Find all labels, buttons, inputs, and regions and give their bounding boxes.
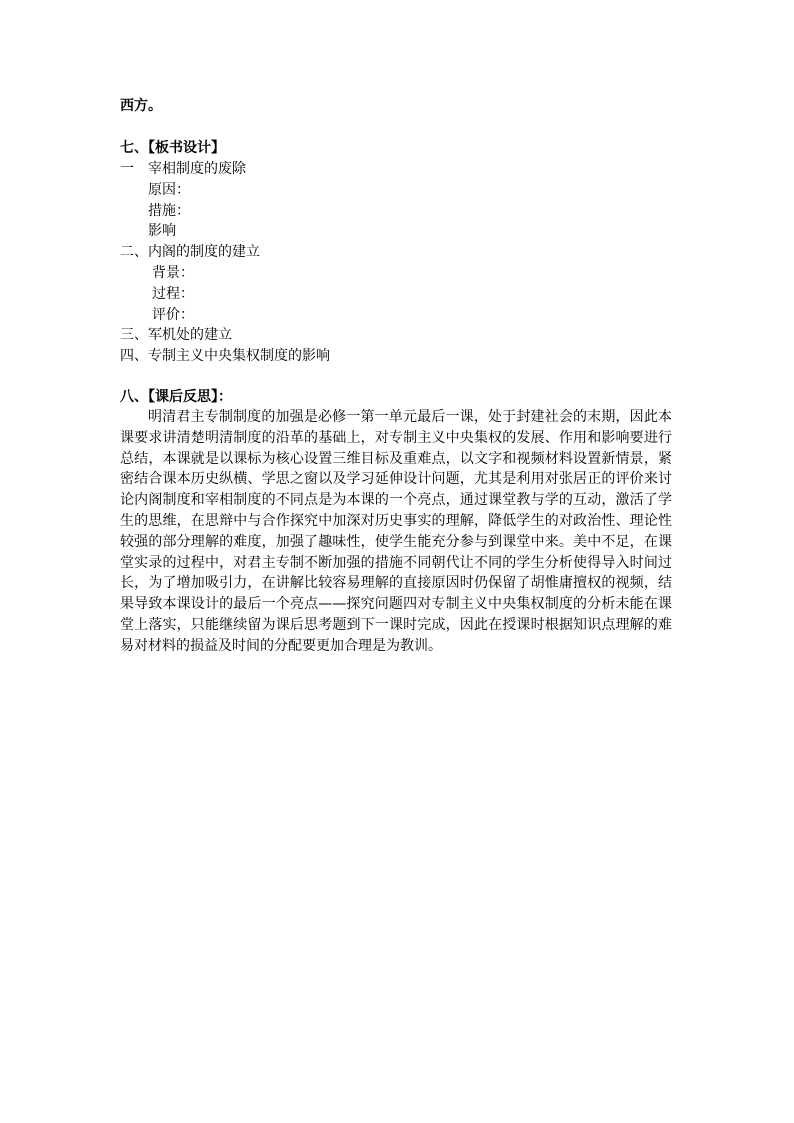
reflection-heading: 八、【课后反思】： <box>120 389 232 405</box>
board-item-4: 四、专制主义中央集权制度的影响 <box>120 348 330 364</box>
intro-fragment: 西方。 <box>120 98 162 114</box>
board-item-2-sub-2: 过程： <box>152 286 194 302</box>
reflection-paragraph: 明清君主专制制度的加强是必修一第一单元最后一课，处于封建社会的末期，因此本课要求讲清楚明清制度的沿革的基础上，对专制主义中央集权的发展、作用和影响要进行总结，本课就是以课标为核心设置三维目标及重难点，以文字和视频材料设置新情景，紧密结合课本历史纵横、学思之窗以及学习延伸设计问题，尤其是利用对张居正的评价来讨论内阁制度和宰相制度的不同点是为本课的一个亮点，通过课堂教与学的互动，激活了学生的思维，在思辩中与合作探究中加深对历史事实的理解，降低学生的对政治性、理论性较强的部分理解的难度，加强了趣味性，使学生能充分参与到课堂中来。美中不足，在课堂实录的过程中，对君主专制不断加强的措施不同朝代让不同的学生分析使得导入时间过长，为了增加吸引力，在讲解比较容易理解的直接原因时仍保留了胡惟庸擅权的视频，结果导致本课设计的最后一个亮点——探究问题四对专制主义中央集权制度的分析未能在课堂上落实，只能继续留为课后思考题到下一课时完成，因此在授课时根据知识点理解的难易对材料的损益及时间的分配要更加合理是为教训。 <box>120 409 672 654</box>
board-item-2-sub-1: 背景： <box>152 265 194 281</box>
board-item-2: 二、内阁的制度的建立 <box>120 244 260 260</box>
board-item-2-sub-3: 评价： <box>152 307 194 323</box>
board-item-1: 一 宰相制度的废除 <box>120 161 246 177</box>
board-item-1-sub-2: 措施： <box>148 203 190 219</box>
board-item-1-sub-1: 原因： <box>148 182 190 198</box>
board-item-1-sub-3: 影响 <box>148 223 176 239</box>
board-item-3: 三、军机处的建立 <box>120 327 232 343</box>
board-design-heading: 七、【板书设计】 <box>120 140 225 156</box>
